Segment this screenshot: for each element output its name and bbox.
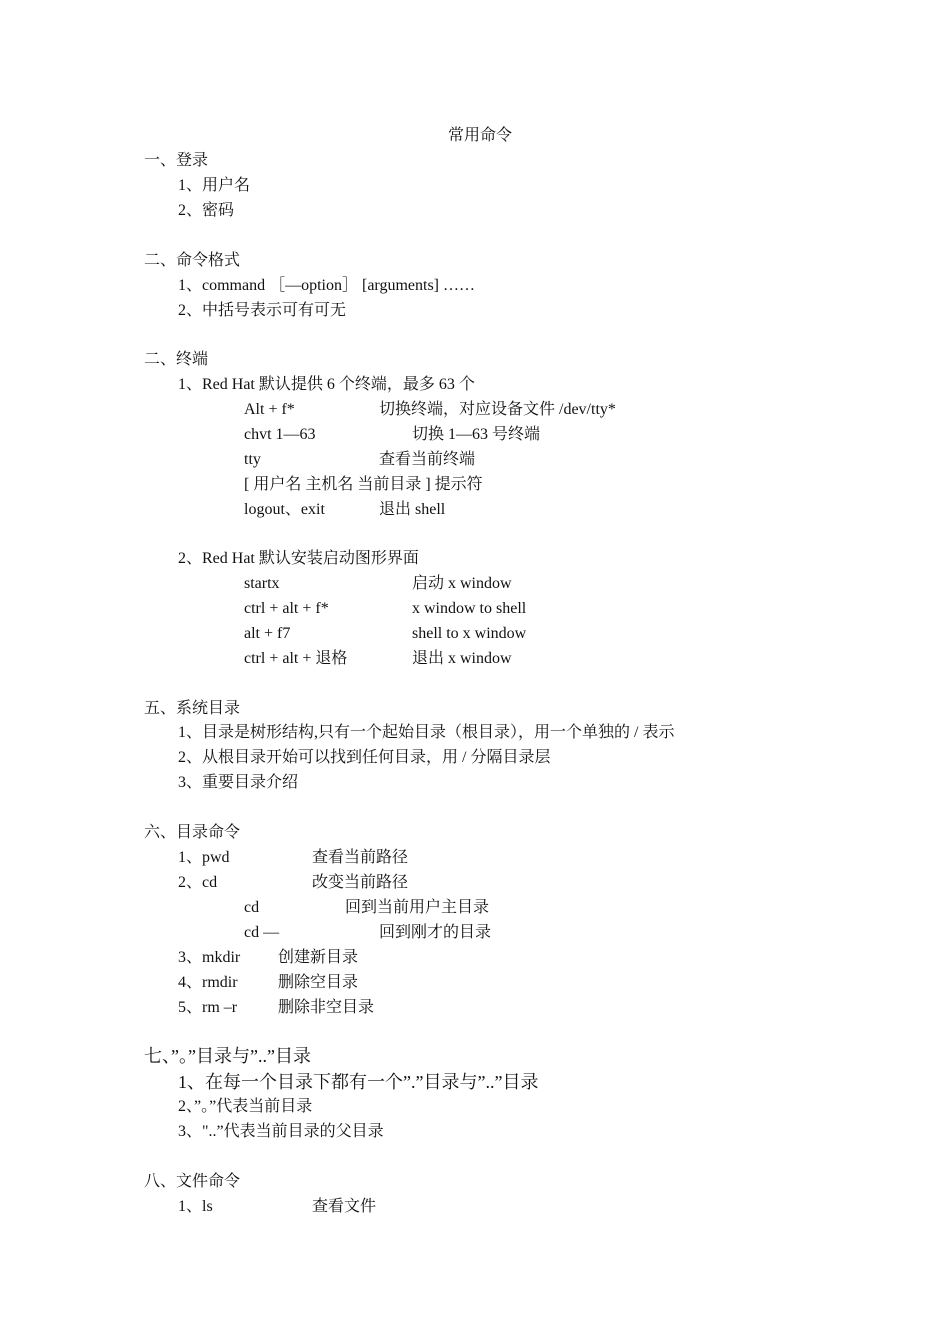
command-description: 启动 x window — [412, 575, 512, 592]
list-item: 3、"..”代表当前目录的父目录 — [178, 1123, 384, 1140]
command-name: 4、rmdir — [178, 974, 238, 991]
list-item: 1、目录是树形结构,只有一个起始目录（根目录），用一个单独的 / 表示 — [178, 724, 675, 741]
list-item: 3、重要目录介绍 — [178, 774, 299, 791]
list-item: 1、在每一个目录下都有一个”.”目录与”..”目录 — [178, 1072, 539, 1092]
command-name: [ 用户名 主机名 当前目录 ] 提示符 — [244, 476, 483, 493]
list-item: 1、command ［—option］ [arguments] …… — [178, 277, 476, 294]
command-name: cd — — [244, 924, 280, 941]
list-item: 2、从根目录开始可以找到任何目录，用 / 分隔目录层 — [178, 749, 551, 766]
command-description: 查看文件 — [312, 1198, 377, 1215]
list-item: 1、Red Hat 默认提供 6 个终端，最多 63 个 — [178, 376, 475, 393]
command-name: ctrl + alt + f* — [244, 600, 329, 617]
section-heading-system-directory: 五、系统目录 — [144, 700, 241, 717]
section-heading-command-format: 二、命令格式 — [144, 252, 241, 269]
section-heading-directory-commands: 六、目录命令 — [144, 824, 241, 841]
section-heading-file-commands: 八、文件命令 — [144, 1173, 241, 1190]
list-item: 2、中括号表示可有可无 — [178, 302, 347, 319]
command-name: 1、pwd — [178, 849, 230, 866]
command-description: 退出 shell — [379, 501, 446, 518]
command-description: 查看当前路径 — [312, 849, 409, 866]
command-description: 退出 x window — [412, 650, 512, 667]
command-description: 切换终端，对应设备文件 /dev/tty* — [379, 401, 616, 418]
command-description: 改变当前路径 — [312, 874, 409, 891]
command-description: shell to x window — [412, 625, 527, 642]
command-name: ctrl + alt + 退格 — [244, 650, 348, 667]
command-name: cd — [244, 899, 260, 916]
command-name: chvt 1—63 — [244, 426, 316, 443]
list-item: 1、用户名 — [178, 177, 251, 194]
command-description: 创建新目录 — [278, 949, 359, 966]
command-name: 2、cd — [178, 874, 218, 891]
list-item: 2、Red Hat 默认安装启动图形界面 — [178, 550, 419, 567]
list-item: 2、密码 — [178, 202, 235, 219]
list-item: 2、”。”代表当前目录 — [178, 1098, 313, 1115]
command-name: 1、ls — [178, 1198, 213, 1215]
command-description: 删除空目录 — [278, 974, 359, 991]
command-name: alt + f7 — [244, 625, 291, 642]
command-description: x window to shell — [412, 600, 527, 617]
command-name: logout、exit — [244, 501, 325, 518]
section-heading-terminal: 二、终端 — [144, 351, 209, 368]
command-description: 查看当前终端 — [379, 451, 476, 468]
command-name: 3、mkdir — [178, 949, 241, 966]
command-name: 5、rm –r — [178, 999, 238, 1016]
section-heading-dot-directories: 七、”。”目录与”..”目录 — [144, 1046, 311, 1066]
command-description: 切换 1—63 号终端 — [412, 426, 541, 443]
command-description: 回到刚才的目录 — [379, 924, 492, 941]
page-title: 常用命令 — [447, 127, 512, 144]
command-description: 删除非空目录 — [278, 999, 375, 1016]
command-description: 回到当前用户主目录 — [345, 899, 490, 916]
command-name: startx — [244, 575, 280, 592]
section-heading-login: 一、登录 — [144, 152, 209, 169]
command-name: Alt + f* — [244, 401, 295, 418]
command-name: tty — [244, 451, 261, 468]
